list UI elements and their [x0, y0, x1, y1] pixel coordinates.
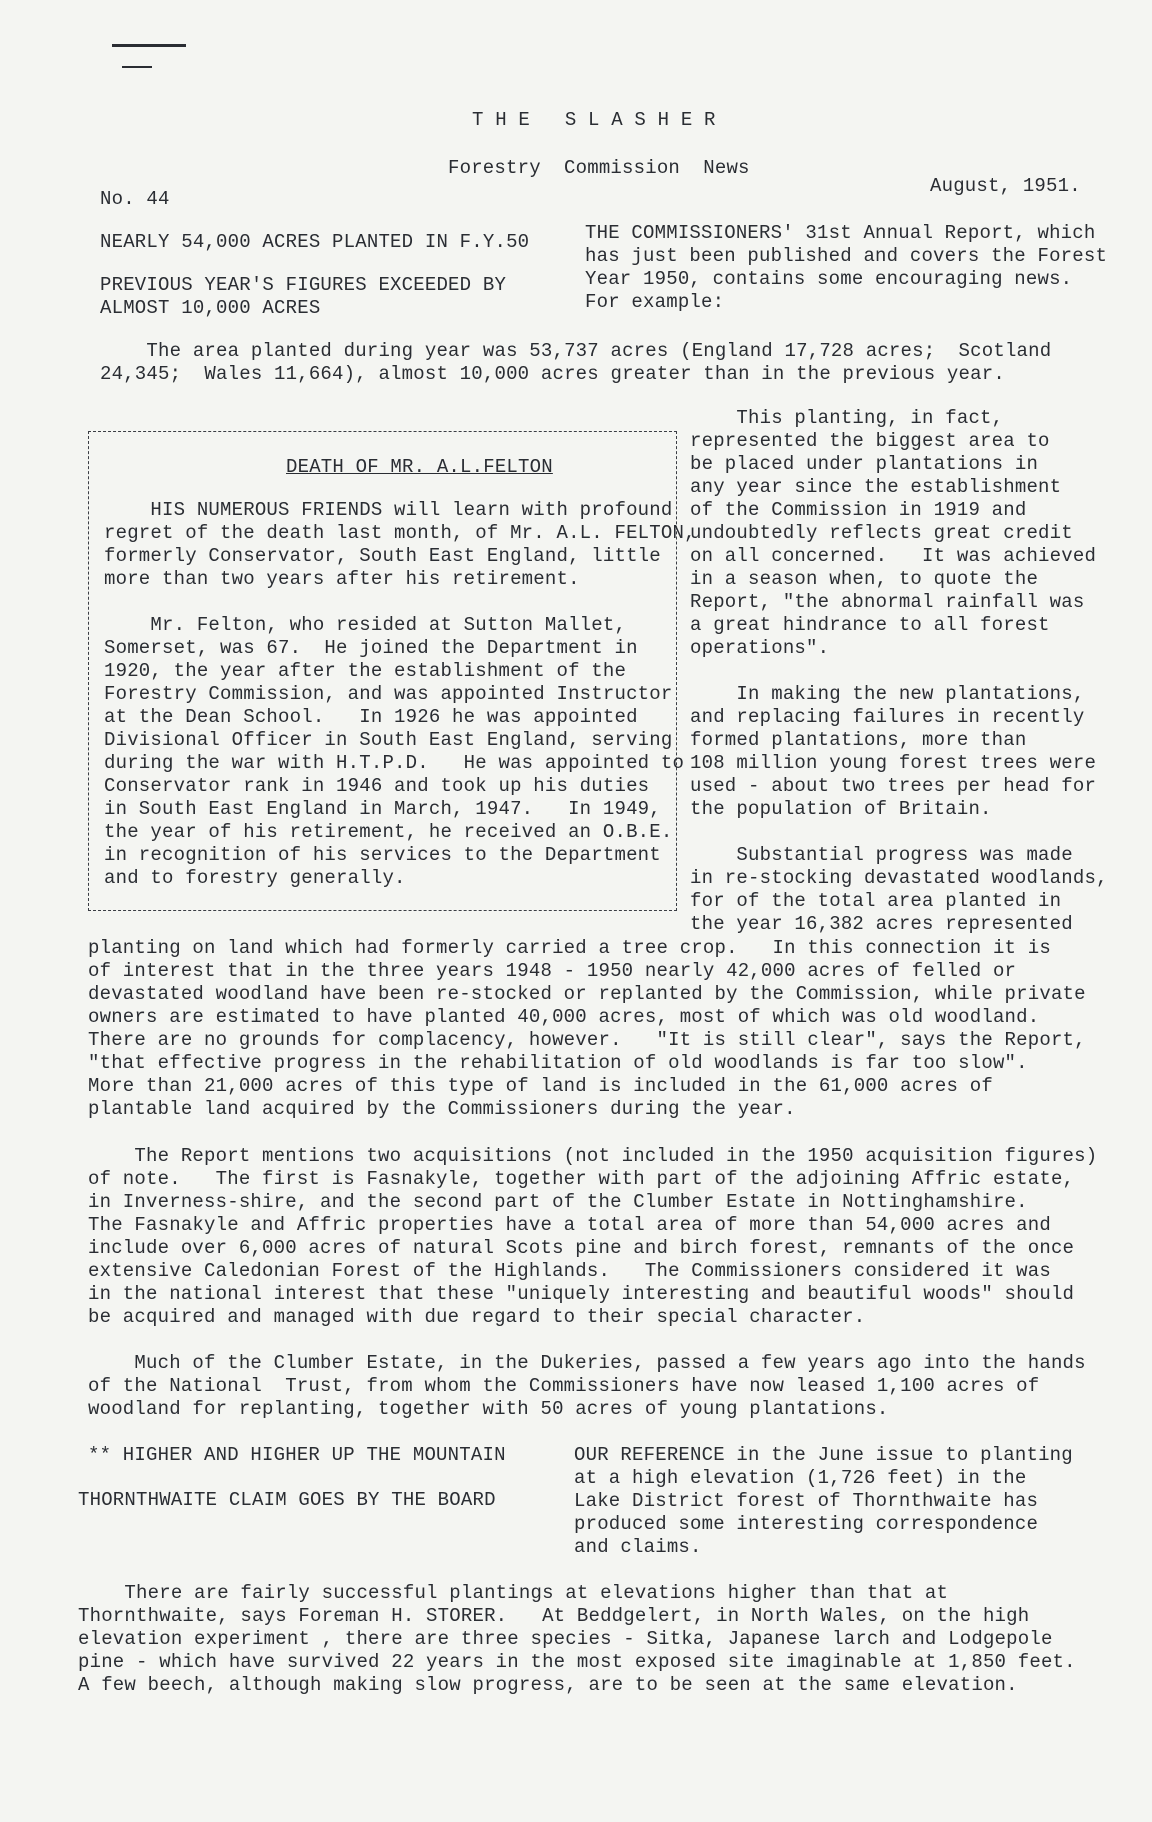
- column-line: represented the biggest area to: [690, 430, 1050, 452]
- obituary-line: during the war with H.T.P.D. He was appointed to: [104, 752, 685, 774]
- body-line: extensive Caledonian Forest of the Highlands. The Commissioners considered it was: [88, 1260, 1051, 1282]
- column-line: for of the total area planted in: [690, 890, 1062, 912]
- column-line: on all concerned. It was achieved: [690, 545, 1097, 567]
- body-line: owners are estimated to have planted 40,000 acres, most of which was old woodland.: [88, 1006, 1040, 1028]
- column-line: in a season when, to quote the: [690, 568, 1039, 590]
- column-line: of the Commission in 1919 and: [690, 499, 1027, 521]
- obituary-line: more than two years after his retirement.: [104, 568, 580, 590]
- obituary-line: in recognition of his services to the Department: [104, 844, 661, 866]
- reference-line: OUR REFERENCE in the June issue to planting: [574, 1444, 1073, 1466]
- body-line: pine - which have survived 22 years in the most exposed site imaginable at 1,850 feet.: [78, 1651, 1076, 1673]
- body-line: There are fairly successful plantings at elevations higher than that at: [78, 1582, 949, 1604]
- body-line: More than 21,000 acres of this type of land is included in the 61,000 acres of: [88, 1075, 993, 1097]
- body-line: Thornthwaite, says Foreman H. STORER. At Beddgelert, in North Wales, on the high: [78, 1605, 1030, 1627]
- intro-line: Year 1950, contains some encouraging news.: [585, 268, 1073, 290]
- body-line: be acquired and managed with due regard to their special character.: [88, 1306, 866, 1328]
- obituary-title: DEATH OF MR. A.L.FELTON: [286, 456, 553, 478]
- body-line: of interest that in the three years 1948 - 1950 nearly 42,000 acres of felled or: [88, 960, 1017, 982]
- body-line: in Inverness-shire, and the second part of the Clumber Estate in Nottinghamshire.: [88, 1191, 1028, 1213]
- obituary-line: Divisional Officer in South East England, serving: [104, 729, 673, 751]
- obituary-line: 1920, the year after the establishment of the: [104, 660, 627, 682]
- body-line: There are no grounds for complacency, however. "It is still clear", says the Report,: [88, 1029, 1086, 1051]
- body-line: 24,345; Wales 11,664), almost 10,000 acres greater than in the previous year.: [100, 363, 1005, 385]
- body-line: The Fasnakyle and Affric properties have a total area of more than 54,000 acres and: [88, 1214, 1051, 1236]
- column-line: the year 16,382 acres represented: [690, 913, 1073, 935]
- headline-line: THORNTHWAITE CLAIM GOES BY THE BOARD: [78, 1489, 496, 1511]
- body-line: in the national interest that these "uniquely interesting and beautiful woods" should: [88, 1283, 1075, 1305]
- reference-line: Lake District forest of Thornthwaite has: [574, 1490, 1039, 1512]
- issue-number: No. 44: [100, 188, 170, 210]
- obituary-line: Mr. Felton, who resided at Sutton Mallet,: [104, 614, 627, 636]
- column-line: Report, "the abnormal rainfall was: [690, 591, 1085, 613]
- column-line: used - about two trees per head for: [690, 775, 1097, 797]
- column-line: 108 million young forest trees were: [690, 752, 1097, 774]
- issue-date: August, 1951.: [930, 175, 1081, 197]
- column-line: in re-stocking devastated woodlands,: [690, 867, 1108, 889]
- body-line: The area planted during year was 53,737 acres (England 17,728 acres; Scotland: [100, 340, 1052, 362]
- body-line: include over 6,000 acres of natural Scots pine and birch forest, remnants of the once: [88, 1237, 1075, 1259]
- headline-line: PREVIOUS YEAR'S FIGURES EXCEEDED BY: [100, 274, 507, 296]
- column-line: In making the new plantations,: [690, 683, 1085, 705]
- body-line: devastated woodland have been re-stocked or replanted by the Commission, while private: [88, 983, 1086, 1005]
- column-line: This planting, in fact,: [690, 407, 1004, 429]
- reference-line: at a high elevation (1,726 feet) in the: [574, 1467, 1027, 1489]
- column-line: be placed under plantations in: [690, 453, 1039, 475]
- obituary-line: Somerset, was 67. He joined the Department in: [104, 637, 638, 659]
- body-line: "that effective progress in the rehabilitation of old woodlands is far too slow".: [88, 1052, 1028, 1074]
- intro-line: has just been published and covers the Forest: [585, 245, 1108, 267]
- ink-mark: [122, 66, 152, 68]
- column-line: the population of Britain.: [690, 798, 992, 820]
- obituary-line: and to forestry generally.: [104, 867, 406, 889]
- newsletter-subtitle: Forestry Commission News: [448, 157, 750, 179]
- obituary-line: formerly Conservator, South East England, little: [104, 545, 661, 567]
- column-line: Substantial progress was made: [690, 844, 1073, 866]
- body-line: elevation experiment , there are three species - Sitka, Japanese larch and Lodgepole: [78, 1628, 1053, 1650]
- column-line: operations".: [690, 637, 830, 659]
- column-line: undoubtedly reflects great credit: [690, 522, 1073, 544]
- obituary-line: the year of his retirement, he received an O.B.E.: [104, 821, 673, 843]
- intro-line: THE COMMISSIONERS' 31st Annual Report, which: [585, 222, 1096, 244]
- body-line: woodland for replanting, together with 50 acres of young plantations.: [88, 1398, 889, 1420]
- column-line: and replacing failures in recently: [690, 706, 1085, 728]
- headline-line: NEARLY 54,000 ACRES PLANTED IN F.Y.50: [100, 231, 530, 253]
- body-line: of note. The first is Fasnakyle, together with part of the adjoining Affric estate,: [88, 1168, 1075, 1190]
- column-line: formed plantations, more than: [690, 729, 1027, 751]
- body-line: A few beech, although making slow progress, are to be seen at the same elevation.: [78, 1674, 1018, 1696]
- headline-line: ALMOST 10,000 ACRES: [100, 297, 321, 319]
- reference-line: and claims.: [574, 1536, 702, 1558]
- body-line: planting on land which had formerly carried a tree crop. In this connection it is: [88, 937, 1051, 959]
- intro-line: For example:: [585, 291, 725, 313]
- headline-line: ** HIGHER AND HIGHER UP THE MOUNTAIN: [88, 1444, 506, 1466]
- newsletter-title: T H E S L A S H E R: [472, 109, 716, 131]
- body-line: of the National Trust, from whom the Commissioners have now leased 1,100 acres of: [88, 1375, 1040, 1397]
- obituary-line: Conservator rank in 1946 and took up his duties: [104, 775, 650, 797]
- column-line: a great hindrance to all forest: [690, 614, 1050, 636]
- obituary-line: HIS NUMEROUS FRIENDS will learn with profound: [104, 499, 673, 521]
- body-line: Much of the Clumber Estate, in the Dukeries, passed a few years ago into the hands: [88, 1352, 1086, 1374]
- column-line: any year since the establishment: [690, 476, 1062, 498]
- ink-mark: [112, 44, 186, 47]
- reference-line: produced some interesting correspondence: [574, 1513, 1039, 1535]
- obituary-line: in South East England in March, 1947. In 1949,: [104, 798, 661, 820]
- obituary-line: at the Dean School. In 1926 he was appointed: [104, 706, 638, 728]
- obituary-line: Forestry Commission, and was appointed Instructor: [104, 683, 673, 705]
- obituary-line: regret of the death last month, of Mr. A.L. FELTON,: [104, 522, 696, 544]
- body-line: plantable land acquired by the Commissioners during the year.: [88, 1098, 796, 1120]
- body-line: The Report mentions two acquisitions (not included in the 1950 acquisition figures): [88, 1145, 1098, 1167]
